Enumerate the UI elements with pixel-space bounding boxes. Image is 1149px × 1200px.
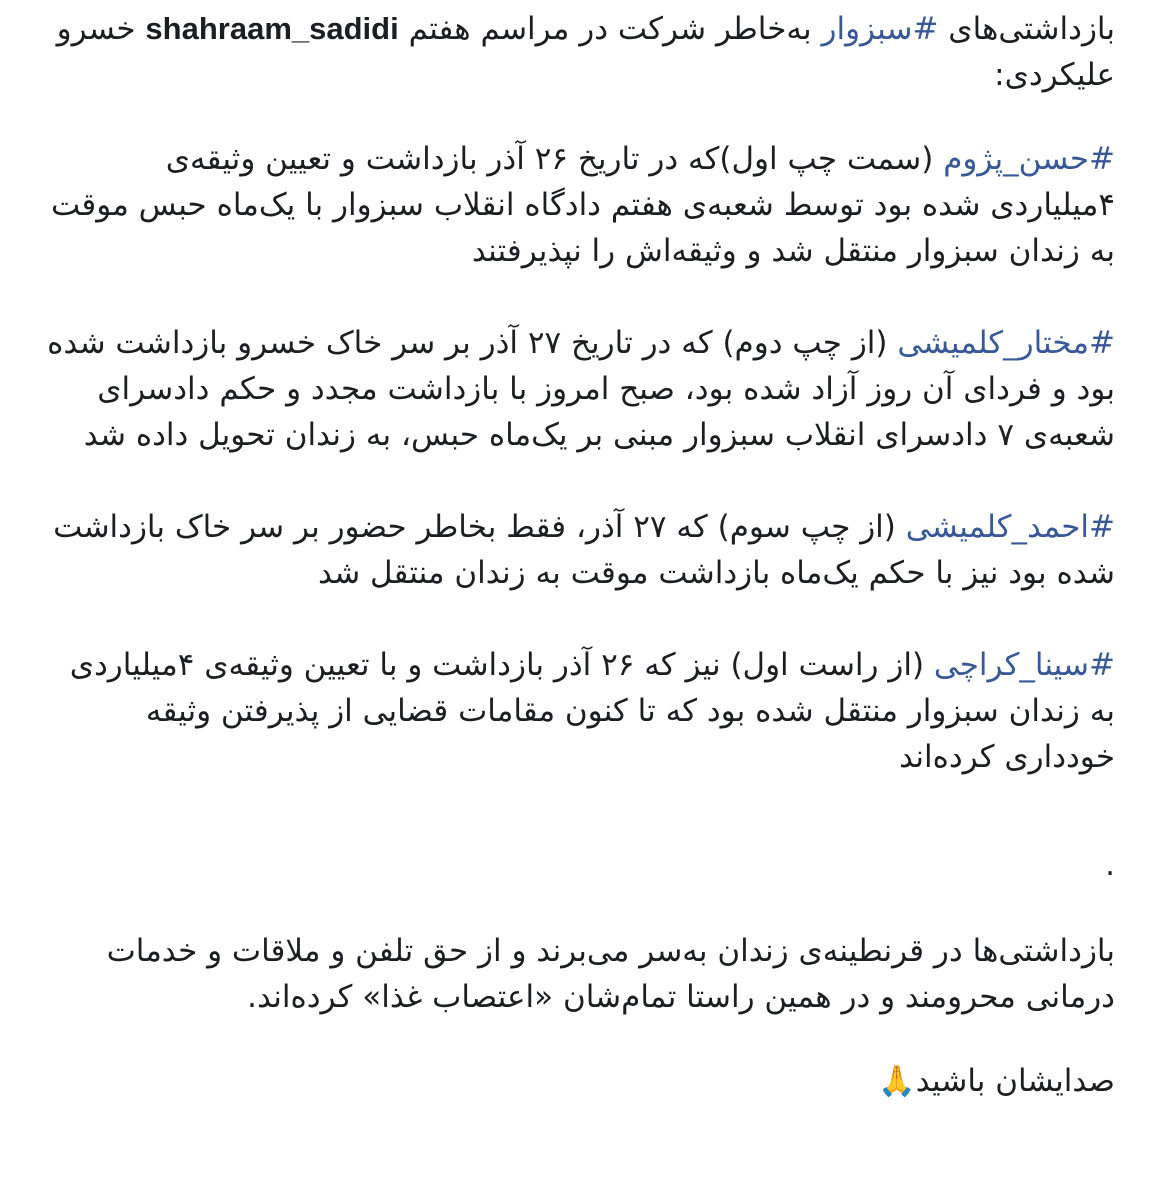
post-intro — [40, 6, 1115, 98]
detainee-paragraph-4 — [40, 642, 1115, 780]
hashtag-detainee-1[interactable]: #حسن_پژوم — [943, 141, 1115, 177]
sign-off-text: صدایشان باشید — [915, 1063, 1115, 1099]
post-body — [40, 6, 1115, 1105]
hashtag-detainee-4[interactable]: #سینا_کراچی — [933, 647, 1115, 683]
detainee-text-2: (از چپ دوم) که در تاریخ ۲۷ آذر بر سر خاک خسرو بازداشت شده بود و فردای آن روز آزاد شده بود، صبح امروز با بازداشت مجدد و حکم دادسرای شعبه‌ی ۷ دادسرای انقلاب سبزوار مبنی بر یک‌ماه حبس، به زندان تحویل داده شد — [47, 325, 1115, 453]
detainee-paragraph-3 — [40, 504, 1115, 596]
sign-off — [40, 1058, 1115, 1105]
intro-text-2: به‌خاطر شرکت در مراسم هفتم — [398, 11, 822, 47]
closing-paragraph: بازداشتی‌ها در قرنطینه‌ی زندان به‌سر می‌برند و از حق تلفن و ملاقات و خدمات درمانی محرومند و در همین راستا تمام‌شان «اعتصاب غذا» کرده‌اند. — [106, 933, 1115, 1015]
detainee-paragraph-1 — [40, 136, 1115, 274]
intro-text-3: خسرو علیکردی: — [56, 11, 1115, 93]
folded-hands-icon: 🙏 — [878, 1064, 916, 1099]
detainee-text-1: (سمت چپ اول)که در تاریخ ۲۶ آذر بازداشت و تعیین وثیقه‌ی ۴میلیاردی شده بود توسط شعبه‌ی هفتم دادگاه انقلاب سبزوار با یک‌ماه حبس موقت به زندان سبزوار منتقل شد و وثیقه‌اش را نپذیرفتند — [50, 141, 1115, 269]
detainee-text-3: (از چپ سوم) که ۲۷ آذر، فقط بخاطر حضور بر سر خاک بازداشت شده بود نیز با حکم یک‌ماه بازداشت موقت به زندان منتقل شد — [53, 509, 1115, 591]
detainee-text-4: (از راست اول) نیز که ۲۶ آذر بازداشت و با تعیین وثیقه‌ی ۴میلیاردی به زندان سبزوار منتقل شده بود که تا کنون مقامات قضایی از پذیرفتن وثیقه خودداری کرده‌اند — [69, 647, 1115, 775]
intro-text-1: بازداشتی‌های — [938, 11, 1115, 47]
author-username[interactable]: shahraam_sadidi — [145, 11, 399, 46]
separator-dot: . — [1105, 847, 1115, 883]
hashtag-sabzevar[interactable]: #سبزوار — [821, 11, 939, 47]
detainee-paragraph-2 — [40, 320, 1115, 458]
hashtag-detainee-2[interactable]: #مختار_کلمیشی — [897, 325, 1115, 361]
hashtag-detainee-3[interactable]: #احمد_کلمیشی — [905, 509, 1115, 545]
